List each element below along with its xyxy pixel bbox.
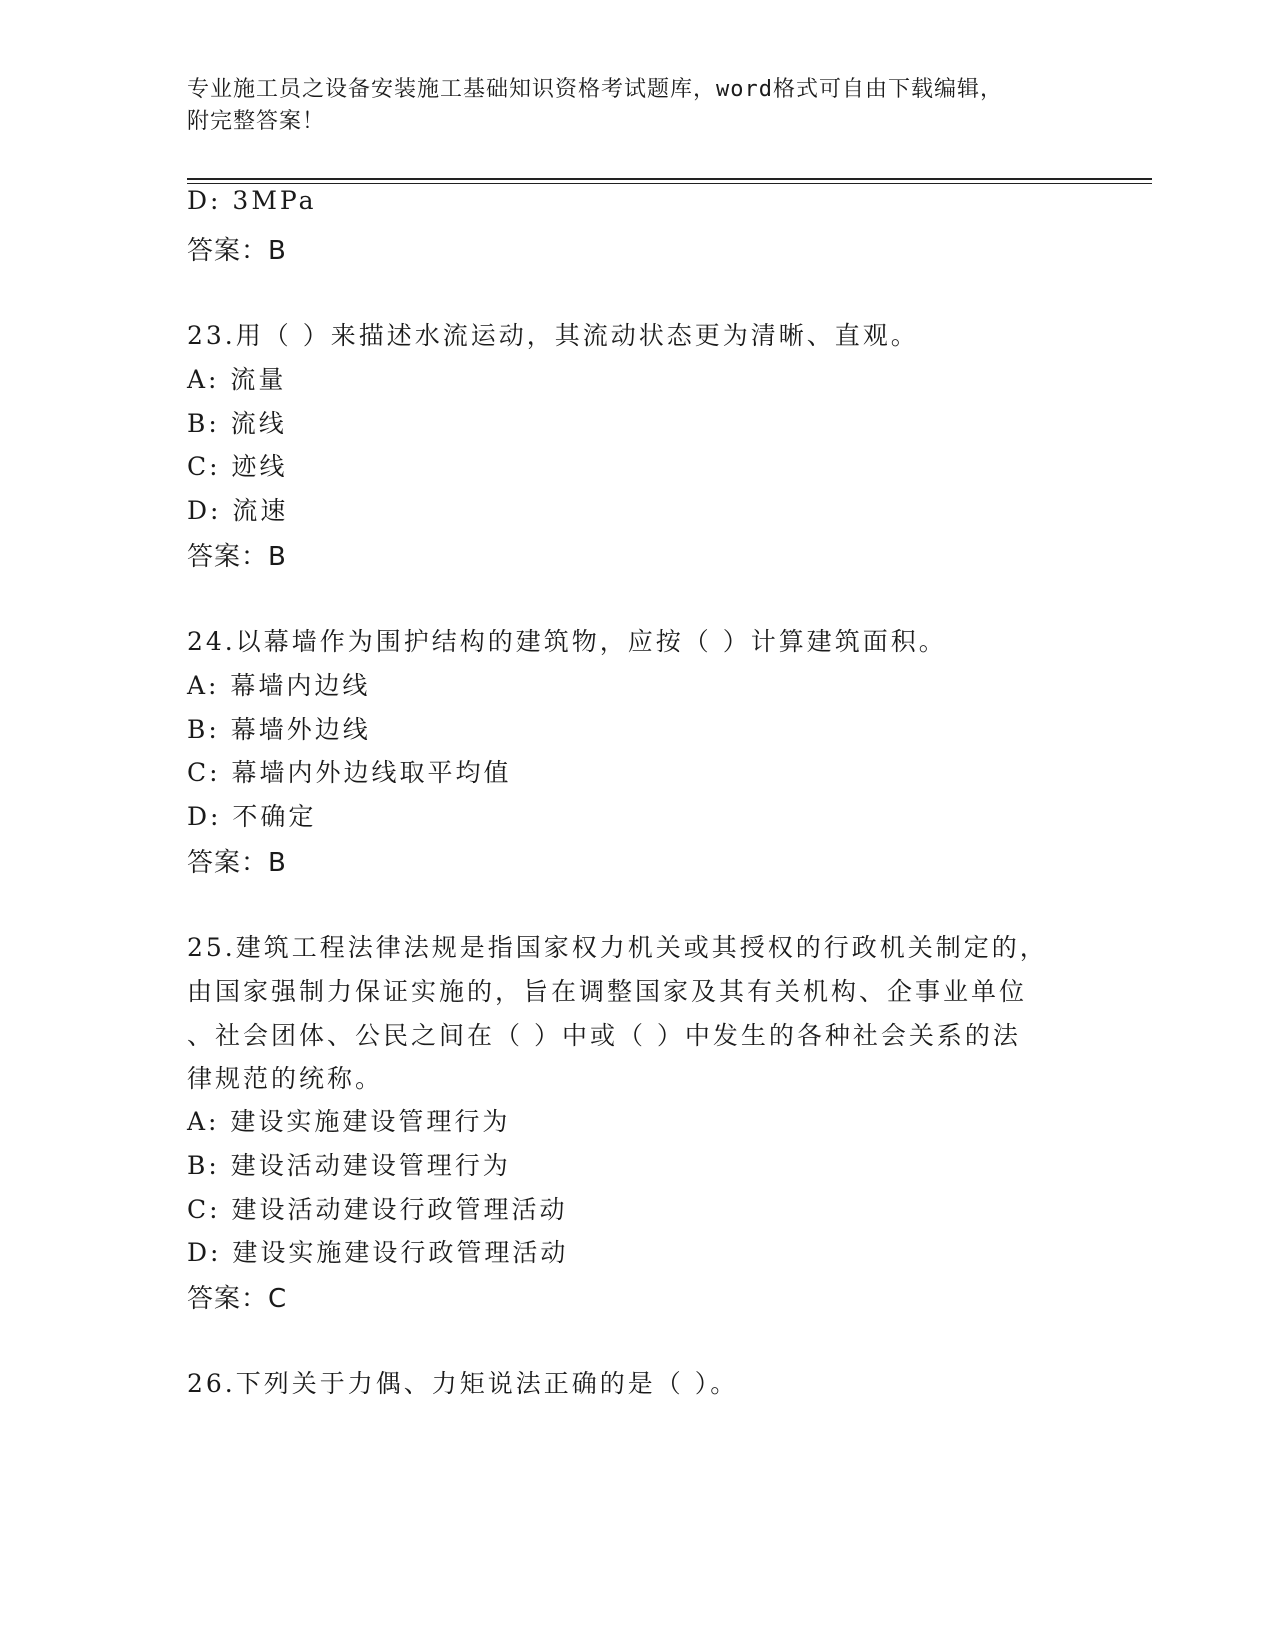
prev-option-d: D: 3MPa — [187, 186, 317, 215]
q26-stem: 26.下列关于力偶、力矩说法正确的是（ ）。 — [187, 1369, 739, 1398]
q23-option-d: D: 流速 — [187, 496, 289, 525]
q25-option-b: B: 建设活动建设管理行为 — [187, 1151, 511, 1180]
q25-stem-line-3: 、社会团体、公民之间在（ ）中或（ ）中发生的各种社会关系的法 — [187, 1021, 1021, 1050]
q24-option-a: A: 幕墙内边线 — [187, 671, 371, 700]
header-divider-thick — [187, 178, 1152, 180]
prev-answer: 答案：B — [187, 236, 287, 266]
document-header — [187, 74, 1087, 138]
q25-answer: 答案：C — [187, 1284, 288, 1314]
q24-option-d: D: 不确定 — [187, 802, 317, 831]
q25-option-a: A: 建设实施建设管理行为 — [187, 1107, 511, 1136]
header-divider-thin — [187, 183, 1152, 184]
q23-option-b: B: 流线 — [187, 409, 287, 438]
q24-stem: 24.以幕墙作为围护结构的建筑物，应按（ ）计算建筑面积。 — [187, 627, 947, 656]
q25-stem-line-1: 25.建筑工程法律法规是指国家权力机关或其授权的行政机关制定的， — [187, 933, 1048, 962]
q24-option-c: C: 幕墙内外边线取平均值 — [187, 758, 512, 787]
q23-answer: 答案：B — [187, 542, 287, 572]
q25-option-d: D: 建设实施建设行政管理活动 — [187, 1238, 569, 1267]
q24-answer: 答案：B — [187, 848, 287, 878]
q25-option-c: C: 建设活动建设行政管理活动 — [187, 1195, 568, 1224]
q23-stem: 23.用（ ）来描述水流运动，其流动状态更为清晰、直观。 — [187, 321, 919, 350]
q25-stem-line-2: 由国家强制力保证实施的，旨在调整国家及其有关机构、企事业单位 — [187, 977, 1028, 1006]
q25-stem-line-4: 律规范的统称。 — [187, 1064, 384, 1093]
header-line-2: 附完整答案！ — [187, 109, 326, 134]
q23-option-c: C: 迹线 — [187, 452, 288, 481]
header-line-1: 专业施工员之设备安装施工基础知识资格考试题库，word格式可自由下载编辑， — [187, 77, 1003, 102]
q24-option-b: B: 幕墙外边线 — [187, 715, 371, 744]
q23-option-a: A: 流量 — [187, 365, 287, 394]
